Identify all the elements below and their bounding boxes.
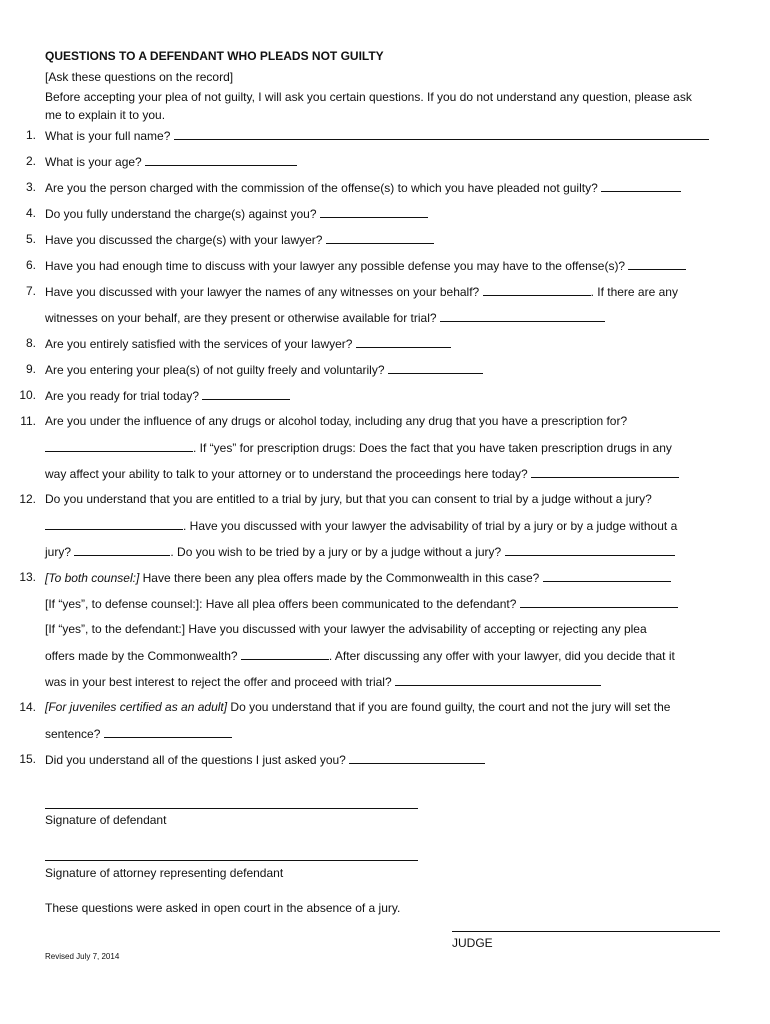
question-11-line-2: [45, 440, 672, 457]
answer-blank-12c[interactable]: [505, 544, 675, 556]
question-12-text-c1: jury?: [45, 545, 72, 559]
answer-blank-1[interactable]: [174, 128, 709, 140]
question-number: 4.: [25, 206, 36, 220]
question-7-text-b: . If there are any: [590, 285, 678, 299]
question-12-line-2: [45, 518, 677, 535]
question-12-text-a: Do you understand that you are entitled to a trial by jury, but that you can consent to trial by a judge without a jury?: [45, 492, 652, 506]
intro-line-1: Before accepting your plea of not guilty, I will ask you certain questions. If you do not understand any question, please ask: [45, 90, 692, 104]
question-10: [45, 388, 290, 405]
question-7-line-1: [45, 284, 678, 301]
question-number: 10.: [19, 388, 36, 402]
question-13-text-e: was in your best interest to reject the offer and proceed with trial?: [45, 675, 392, 689]
question-1: [45, 128, 709, 145]
question-number: 2.: [25, 154, 36, 168]
answer-blank-13b[interactable]: [520, 596, 678, 608]
question-15: [45, 752, 485, 769]
intro-line-2: me to explain it to you.: [45, 108, 166, 122]
question-8: [45, 336, 451, 353]
question-7-line-2: [45, 310, 605, 327]
question-14-text-a: Do you understand that if you are found guilty, the court and not the jury will set the: [227, 700, 671, 714]
question-13-line-3: [45, 622, 647, 638]
question-11-text-a: Are you under the influence of any drugs or alcohol today, including any drug that you have a prescription for?: [45, 414, 628, 428]
answer-blank-13a[interactable]: [543, 570, 671, 582]
question-12-line-1: [45, 492, 652, 508]
question-15-text: Did you understand all of the questions I just asked you?: [45, 753, 346, 767]
question-6: [45, 258, 686, 275]
judge-label: JUDGE: [452, 936, 493, 950]
question-13-text-a: Have there been any plea offers made by the Commonwealth in this case?: [139, 571, 540, 585]
question-13-text-d2: . After discussing any offer with your lawyer, did you decide that it: [328, 649, 675, 663]
question-14-line-2: [45, 726, 232, 743]
document-title: QUESTIONS TO A DEFENDANT WHO PLEADS NOT GUILTY: [45, 49, 384, 63]
attorney-signature-line[interactable]: [45, 860, 418, 861]
answer-blank-12a[interactable]: [45, 518, 183, 530]
answer-blank-13c[interactable]: [241, 648, 329, 660]
question-6-text: Have you had enough time to discuss with your lawyer any possible defense you may have to the offense(s)?: [45, 259, 626, 273]
question-number: 3.: [25, 180, 36, 194]
question-13-line-2: [45, 596, 678, 613]
answer-blank-4[interactable]: [320, 206, 428, 218]
answer-blank-2[interactable]: [145, 154, 297, 166]
question-11-text-b: . If “yes” for prescription drugs: Does the fact that you have taken prescription drugs in any: [193, 441, 672, 455]
question-10-text: Are you ready for trial today?: [45, 389, 200, 403]
answer-blank-12b[interactable]: [74, 544, 170, 556]
defendant-signature-label: Signature of defendant: [45, 813, 167, 827]
question-2-text: What is your age?: [45, 155, 142, 169]
question-13-text-d1: offers made by the Commonwealth?: [45, 649, 238, 663]
answer-blank-14[interactable]: [104, 726, 232, 738]
answer-blank-15[interactable]: [349, 752, 485, 764]
question-number: 15.: [19, 752, 36, 766]
answer-blank-6[interactable]: [628, 258, 686, 270]
question-13-line-1: [45, 570, 671, 587]
question-number: 7.: [25, 284, 36, 298]
question-1-text: What is your full name?: [45, 129, 171, 143]
answer-blank-7a[interactable]: [483, 284, 591, 296]
answer-blank-8[interactable]: [356, 336, 451, 348]
question-number: 5.: [25, 232, 36, 246]
answer-blank-10[interactable]: [202, 388, 290, 400]
question-4: [45, 206, 428, 223]
question-13-counsel-note: [To both counsel:]: [45, 571, 140, 585]
question-8-text: Are you entirely satisfied with the services of your lawyer?: [45, 337, 353, 351]
question-number: 12.: [19, 492, 36, 506]
question-7-text-c: witnesses on your behalf, are they present or otherwise available for trial?: [45, 311, 437, 325]
question-13-text-c: [If “yes”, to the defendant:] Have you discussed with your lawyer the advisability of accepting or rejecting any plea: [45, 622, 647, 636]
question-3: [45, 180, 681, 197]
question-number: 9.: [25, 362, 36, 376]
answer-blank-13d[interactable]: [395, 674, 601, 686]
question-7-text-a: Have you discussed with your lawyer the names of any witnesses on your behalf?: [45, 285, 480, 299]
question-3-text: Are you the person charged with the commission of the offense(s) to which you have pleaded not guilty?: [45, 181, 598, 195]
question-number: 1.: [25, 128, 36, 142]
answer-blank-7b[interactable]: [440, 310, 605, 322]
question-13-line-4: [45, 648, 675, 665]
defendant-signature-line[interactable]: [45, 808, 418, 809]
question-5: [45, 232, 434, 249]
question-12-line-3: [45, 544, 675, 561]
question-number: 8.: [25, 336, 36, 350]
question-13-text-b: [If “yes”, to defense counsel:]: Have all plea offers been communicated to the defendant?: [45, 597, 517, 611]
attorney-signature-label: Signature of attorney representing defendant: [45, 866, 284, 880]
question-12-text-b: . Have you discussed with your lawyer the advisability of trial by a jury or by a judge without a: [183, 519, 678, 533]
question-4-text: Do you fully understand the charge(s) against you?: [45, 207, 317, 221]
question-number: 13.: [19, 570, 36, 584]
answer-blank-3[interactable]: [601, 180, 681, 192]
judge-signature-line[interactable]: [452, 931, 720, 932]
instruction-note: [Ask these questions on the record]: [45, 70, 234, 84]
question-number: 6.: [25, 258, 36, 272]
question-9-text: Are you entering your plea(s) of not guilty freely and voluntarily?: [45, 363, 385, 377]
question-number: 11.: [20, 414, 36, 428]
question-13-line-5: [45, 674, 601, 691]
question-14-line-1: [45, 700, 670, 716]
question-11-text-c: way affect your ability to talk to your attorney or to understand the proceedings here today?: [45, 467, 528, 481]
question-2: [45, 154, 297, 171]
question-number: 14.: [19, 700, 36, 714]
question-11-line-3: [45, 466, 679, 483]
question-5-text: Have you discussed the charge(s) with your lawyer?: [45, 233, 323, 247]
question-9: [45, 362, 483, 379]
answer-blank-11b[interactable]: [531, 466, 679, 478]
revision-date: Revised July 7, 2014: [45, 952, 120, 961]
answer-blank-5[interactable]: [326, 232, 434, 244]
question-11-line-1: [45, 414, 627, 430]
question-12-text-c2: . Do you wish to be tried by a jury or by a judge without a jury?: [170, 545, 502, 559]
question-14-text-b: sentence?: [45, 727, 101, 741]
answer-blank-11a[interactable]: [45, 440, 193, 452]
answer-blank-9[interactable]: [388, 362, 483, 374]
question-14-juvenile-note: [For juveniles certified as an adult]: [45, 700, 228, 714]
open-court-statement: These questions were asked in open court in the absence of a jury.: [45, 901, 401, 915]
